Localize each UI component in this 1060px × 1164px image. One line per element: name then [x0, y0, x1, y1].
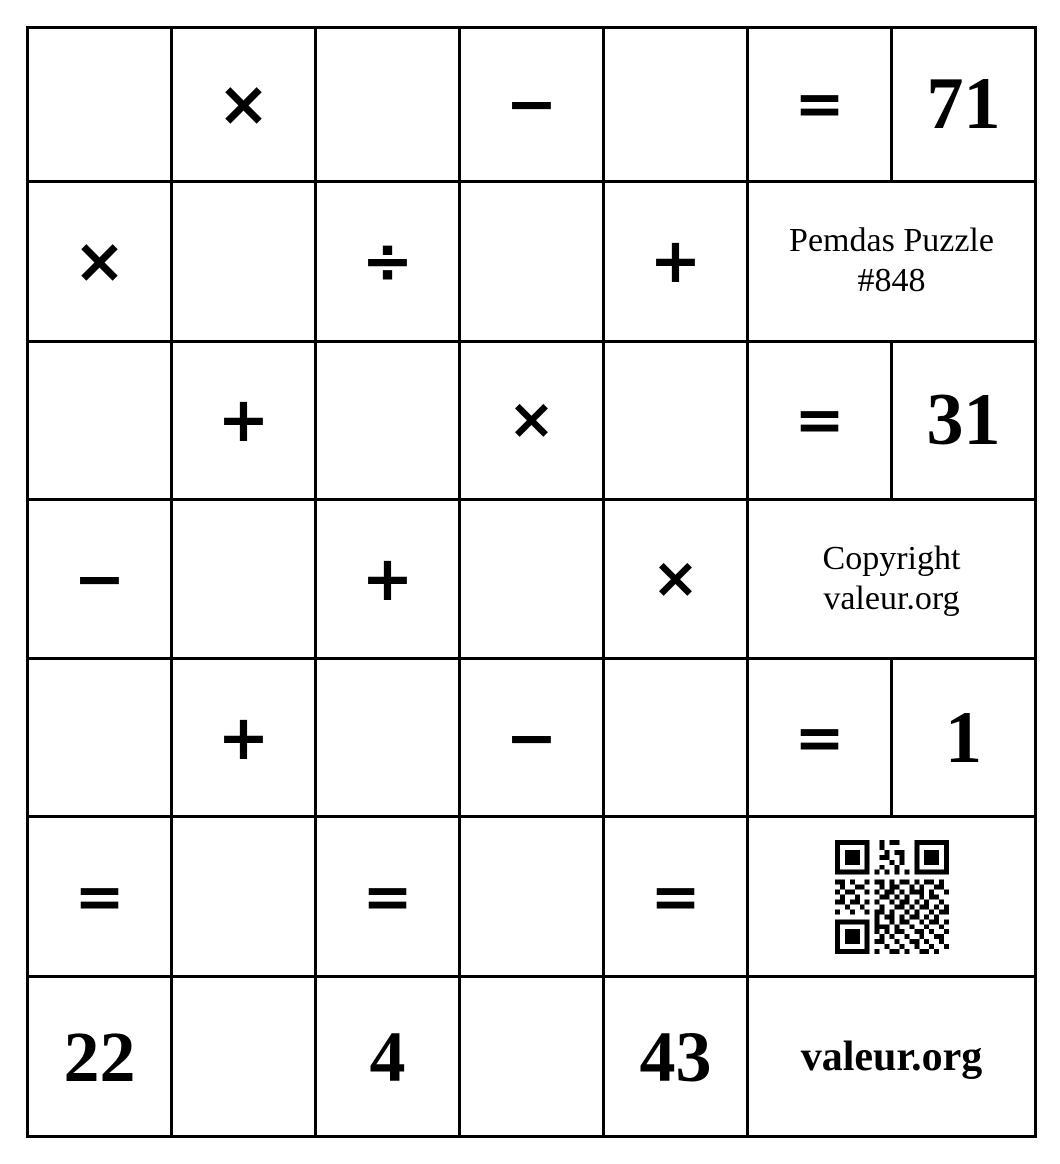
answer-input-cell[interactable]: [604, 341, 748, 499]
row-result-value: 71: [926, 63, 1001, 146]
divide-icon: ÷: [361, 224, 414, 298]
plus-icon: +: [649, 224, 702, 298]
equals-icon: =: [362, 861, 413, 932]
answer-input-cell[interactable]: [316, 28, 460, 182]
operator-cell: [460, 28, 604, 182]
grid-row: [28, 659, 1036, 817]
row-result-cell: [892, 659, 1036, 817]
grid-row: [28, 28, 1036, 182]
brand-cell[interactable]: [748, 977, 1036, 1137]
spacer-cell: [172, 977, 316, 1137]
spacer-cell: [172, 499, 316, 659]
answer-input-cell[interactable]: [28, 341, 172, 499]
equals-icon: =: [794, 385, 845, 456]
row-result-value: 1: [945, 696, 982, 779]
equals-cell: [748, 341, 892, 499]
grid-row: [28, 977, 1036, 1137]
row-result-cell: [892, 28, 1036, 182]
operator-cell: [28, 181, 172, 341]
puzzle-title-cell: [748, 181, 1036, 341]
column-result-cell: [604, 977, 748, 1137]
minus-icon: −: [505, 700, 558, 774]
minus-icon: −: [505, 67, 558, 141]
brand-label: valeur.org: [800, 1033, 983, 1080]
operator-cell: [460, 341, 604, 499]
operator-cell: [316, 181, 460, 341]
equals-icon: =: [794, 69, 845, 140]
equals-icon: =: [794, 702, 845, 773]
row-result-cell: [892, 341, 1036, 499]
equals-cell: [316, 817, 460, 977]
operator-cell: [604, 499, 748, 659]
grid-row: [28, 817, 1036, 977]
operator-cell: [172, 341, 316, 499]
column-result-value: 4: [369, 1016, 406, 1097]
multiply-icon: ×: [652, 545, 699, 611]
answer-input-cell[interactable]: [604, 659, 748, 817]
puzzle-title: Pemdas Puzzle #848: [789, 222, 994, 300]
copyright-cell: [748, 499, 1036, 659]
equals-cell: [28, 817, 172, 977]
spacer-cell: [172, 817, 316, 977]
multiply-icon: ×: [508, 387, 555, 453]
grid-row: [28, 499, 1036, 659]
answer-input-cell[interactable]: [28, 659, 172, 817]
spacer-cell: [460, 817, 604, 977]
answer-input-cell[interactable]: [604, 28, 748, 182]
qr-code-cell[interactable]: [748, 817, 1036, 977]
column-result-value: 22: [63, 1016, 136, 1097]
row-result-value: 31: [926, 379, 1001, 462]
column-result-value: 43: [639, 1016, 712, 1097]
minus-icon: −: [73, 541, 126, 615]
copyright-text: Copyright valeur.org: [822, 539, 961, 617]
answer-input-cell[interactable]: [316, 341, 460, 499]
column-result-cell: [316, 977, 460, 1137]
plus-icon: +: [361, 541, 414, 615]
equals-icon: =: [650, 861, 701, 932]
operator-cell: [460, 659, 604, 817]
plus-icon: +: [217, 700, 270, 774]
plus-icon: +: [217, 383, 270, 457]
operator-cell: [172, 28, 316, 182]
equals-cell: [604, 817, 748, 977]
answer-input-cell[interactable]: [316, 659, 460, 817]
equals-icon: =: [74, 861, 125, 932]
column-result-cell: [28, 977, 172, 1137]
spacer-cell: [172, 181, 316, 341]
puzzle-grid: [26, 26, 1037, 1138]
equals-cell: [748, 28, 892, 182]
answer-input-cell[interactable]: [28, 28, 172, 182]
grid-row: [28, 341, 1036, 499]
multiply-icon: ×: [73, 224, 126, 298]
pemdas-puzzle: [26, 26, 1034, 1138]
multiply-icon: ×: [217, 67, 270, 141]
grid-row: [28, 181, 1036, 341]
spacer-cell: [460, 181, 604, 341]
operator-cell: [28, 499, 172, 659]
operator-cell: [316, 499, 460, 659]
spacer-cell: [460, 977, 604, 1137]
spacer-cell: [460, 499, 604, 659]
equals-cell: [748, 659, 892, 817]
operator-cell: [604, 181, 748, 341]
qr-code-icon: [820, 835, 964, 959]
operator-cell: [172, 659, 316, 817]
